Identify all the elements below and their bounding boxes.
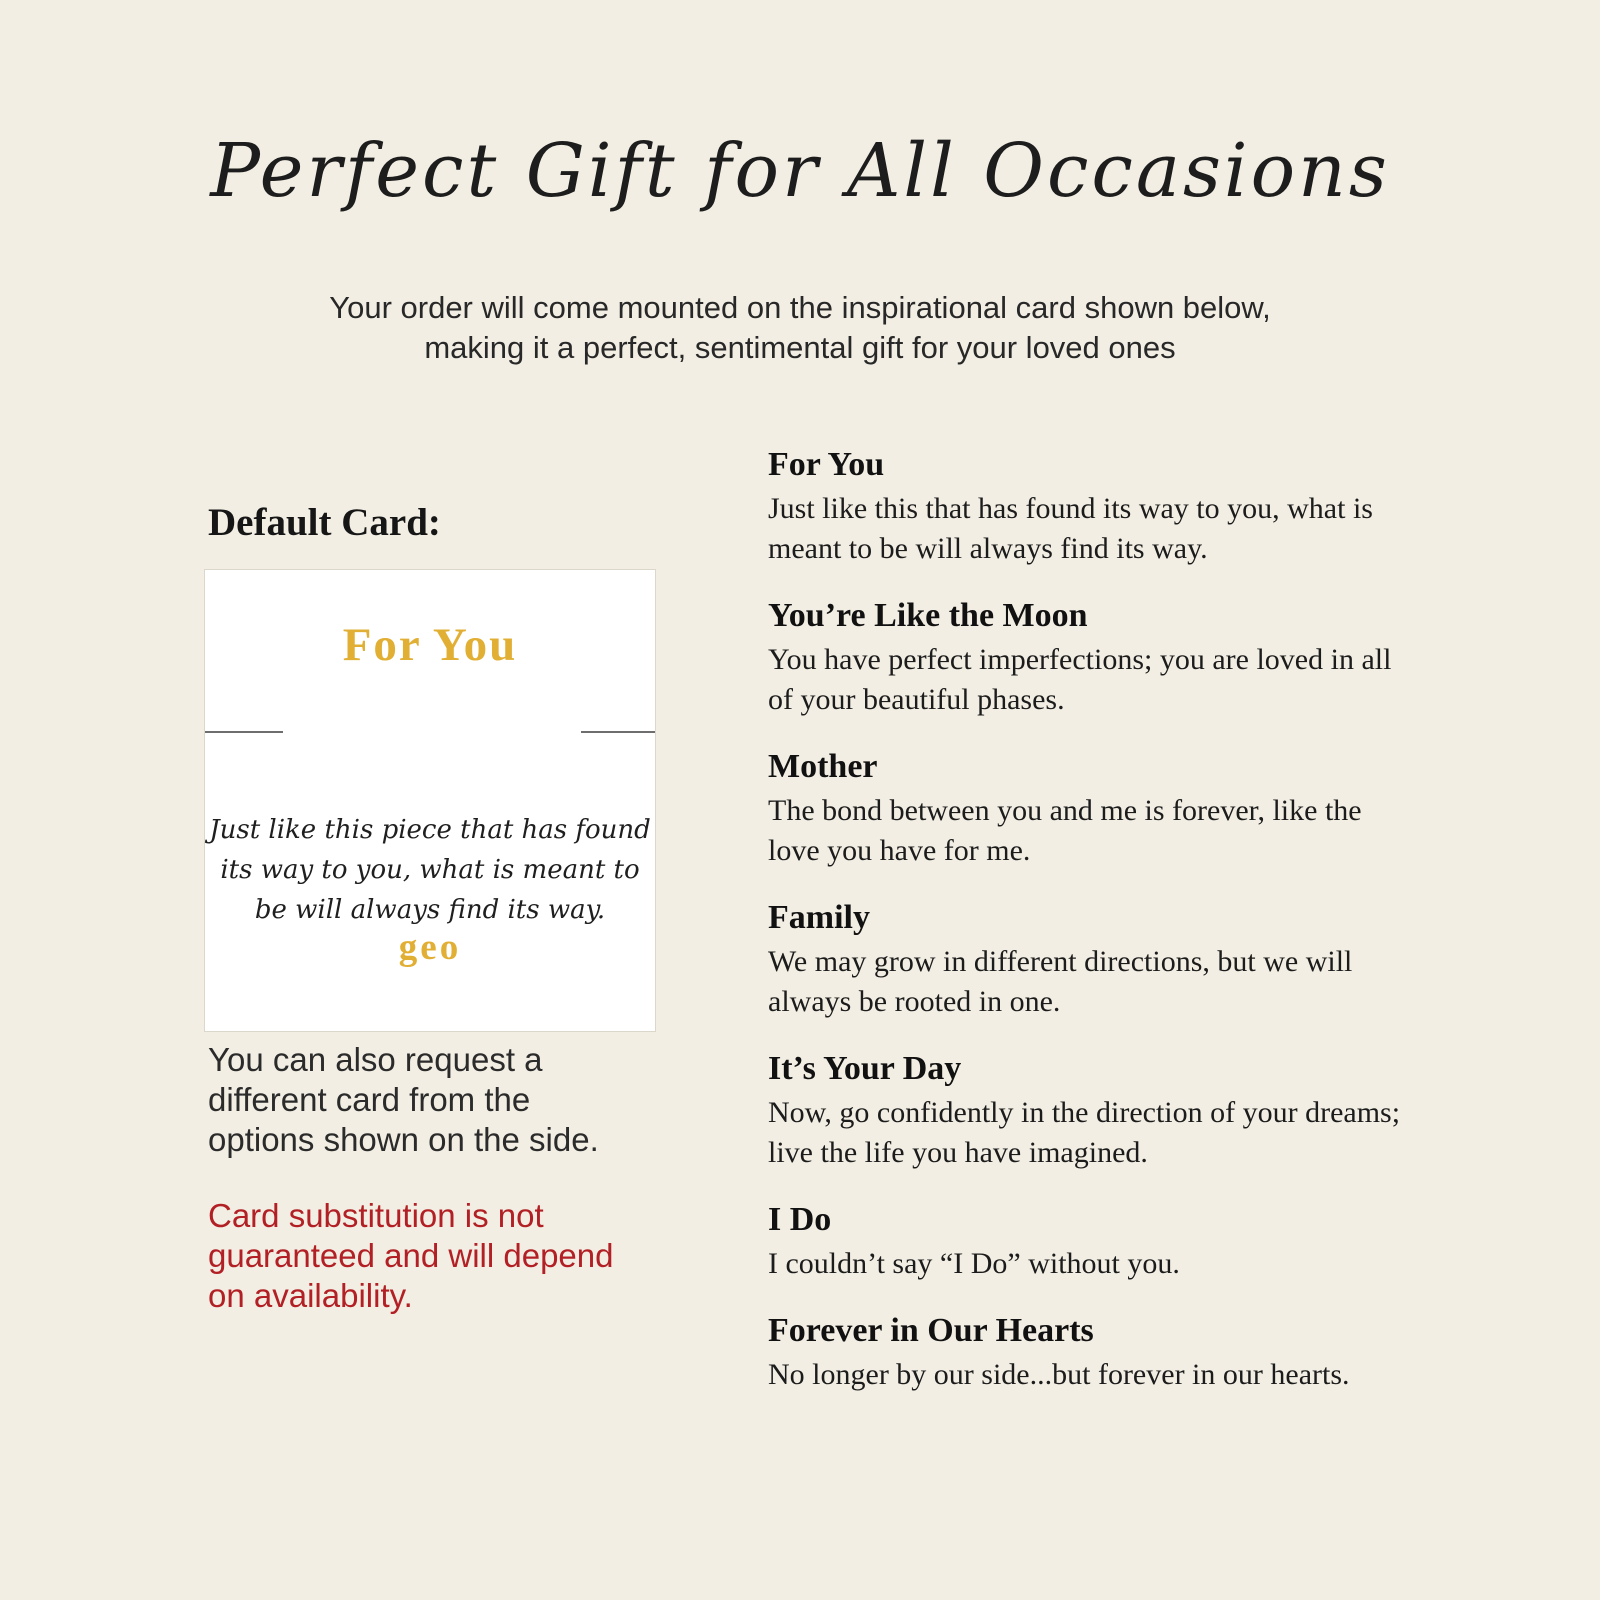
- default-card-heading: Default Card:: [208, 501, 441, 544]
- card-message: [205, 810, 655, 930]
- card-options-list: [768, 444, 1408, 1421]
- card-option-for-you: [768, 444, 1408, 569]
- page-title: Perfect Gift for All Occasions: [210, 128, 1390, 214]
- card-message-line-2: its way to you, what is meant to: [220, 855, 640, 885]
- card-option-description: No longer by our side...but forever in our hearts.: [768, 1358, 1350, 1391]
- card-option-name: I Do: [768, 1201, 832, 1238]
- default-card-preview: [204, 569, 656, 1032]
- card-option-youre-like-the-moon: [768, 595, 1408, 720]
- card-option-description: You have perfect imperfections; you are loved in all of your beautiful phases.: [768, 643, 1392, 716]
- card-option-name: Mother: [768, 748, 878, 785]
- card-option-name: It’s Your Day: [768, 1050, 962, 1087]
- card-option-description: Now, go confidently in the direction of your dreams; live the life you have imagined.: [768, 1096, 1401, 1169]
- card-option-forever-in-our-hearts: [768, 1310, 1408, 1395]
- card-option-description: I couldn’t say “I Do” without you.: [768, 1247, 1180, 1280]
- card-option-name: You’re Like the Moon: [768, 597, 1088, 634]
- card-option-name: For You: [768, 446, 885, 483]
- card-slit-left: [205, 731, 283, 733]
- card-title: For You: [342, 619, 518, 671]
- card-message-line-3: be will always find its way.: [254, 895, 606, 925]
- card-slit-right: [581, 731, 655, 733]
- page-subtitle: [0, 288, 1600, 368]
- subtitle-line-2: making it a perfect, sentimental gift for your loved ones: [424, 330, 1176, 365]
- substitution-warning: Card substitution is not guaranteed and will depend on availability.: [208, 1197, 614, 1314]
- card-option-description: We may grow in different directions, but we will always be rooted in one.: [768, 945, 1353, 1018]
- card-message-line-1: Just like this piece that has found: [209, 815, 651, 845]
- card-option-i-do: [768, 1199, 1408, 1284]
- card-option-mother: [768, 746, 1408, 871]
- request-note: You can also request a different card from the options shown on the side.: [208, 1041, 599, 1158]
- card-option-family: [768, 897, 1408, 1022]
- card-option-description: The bond between you and me is forever, like the love you have for me.: [768, 794, 1362, 867]
- card-option-name: Forever in Our Hearts: [768, 1312, 1094, 1349]
- card-option-name: Family: [768, 899, 870, 936]
- brand-logo: geo: [398, 927, 462, 968]
- card-option-description: Just like this that has found its way to you, what is meant to be will always find its way.: [768, 492, 1373, 565]
- subtitle-line-1: Your order will come mounted on the inspirational card shown below,: [329, 290, 1271, 325]
- card-option-its-your-day: [768, 1048, 1408, 1173]
